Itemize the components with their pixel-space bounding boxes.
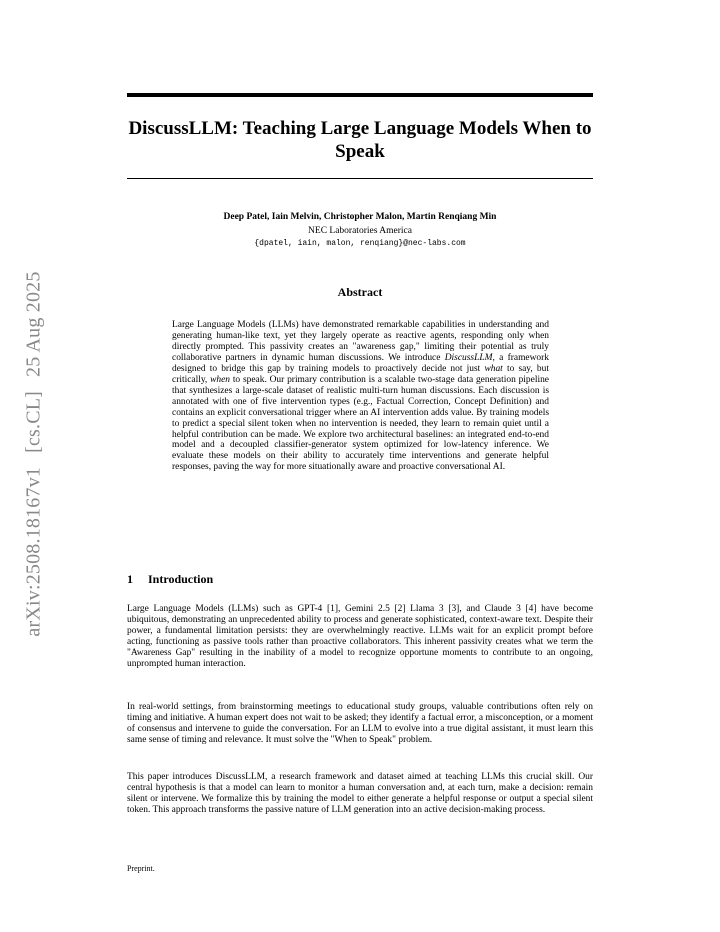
abstract-body xyxy=(172,320,549,473)
intro-paragraph-2: In real-world settings, from brainstorming meetings to educational study groups, valuable contributions often rely on timing and initiative. A human expert does not wait to be asked; they identify a factual error, a misconception, or a moment of consensus and intervene to guide the conversation. For an LLM to evolve into a true digital assistant, it must learn this same sense of timing and relevance. It must solve the "When to Speak" problem. xyxy=(127,702,593,745)
abstract-text-1: Large Language Models (LLMs) have demonstrated remarkable capabilities in understanding and generating human-like text, yet they largely operate as reactive agents, responding only when directly prompted. This passivity creates an "awareness gap," limiting their potential as truly collaborative partners in dynamic human discussions. We introduce xyxy=(172,320,549,363)
paper-title: DiscussLLM: Teaching Large Language Models When to Speak xyxy=(128,118,592,162)
arxiv-identifier-sidebar xyxy=(23,271,46,636)
abstract-emphasis-when: when xyxy=(210,374,231,385)
arxiv-date: 25 Aug 2025 xyxy=(22,271,45,377)
abstract-text-3: to say, but critically, xyxy=(172,363,549,385)
affiliation: NEC Laboratories America xyxy=(308,226,412,236)
intro-paragraph-3: This paper introduces DiscussLLM, a research framework and dataset aimed at teaching LLMs this crucial skill. Our central hypothesis is that a model can learn to monitor a human conversation and, at each turn, make a decision: remain silent or intervene. We formalize this by training the model to either generate a helpful response or output a special silent token. This approach transforms the passive nature of LLM generation into an active decision-making process. xyxy=(127,772,593,815)
abstract-emphasis-what: what xyxy=(484,363,503,374)
abstract-framework-name: DiscussLLM xyxy=(444,352,493,363)
intro-paragraph-1: Large Language Models (LLMs) such as GPT-4 [1], Gemini 2.5 [2] Llama 3 [3], and Claude 3 [4] have become ubiquitous, demonstrating an unprecedented ability to process and generate sophisticated, context-aware text. Despite their power, a fundamental limitation persists: they are overwhelmingly reactive. LLMs wait for an explicit prompt before acting, functioning as passive tools rather than proactive collaborators. This inherent passivity creates what we term the "Awareness Gap" resulting in the inability of a model to recognize opportune moments to contribute to an ongoing, unprompted human interaction. xyxy=(127,604,593,669)
author-list: Deep Patel, Iain Melvin, Christopher Malon, Martin Renqiang Min xyxy=(223,212,497,222)
author-emails: {dpatel, iain, malon, renqiang}@nec-labs.com xyxy=(254,239,466,248)
section-heading-introduction xyxy=(127,571,593,587)
section-title: Introduction xyxy=(148,572,214,586)
arxiv-id: arXiv:2508.18167v1 xyxy=(22,466,45,637)
preprint-footnote: Preprint. xyxy=(127,864,155,873)
abstract-text-2: , a framework designed to bridge this gap by training models to proactively decide not just xyxy=(172,352,549,374)
abstract-heading: Abstract xyxy=(337,285,383,299)
abstract-text-4: to speak. Our primary contribution is a scalable two-stage data generation pipeline that synthesizes a large-scale dataset of realistic multi-turn human discussions. Each discussion is annotated with one of five intervention types (e.g., Factual Correction, Concept Definition) and contains an explicit conversational trigger where an AI intervention adds value. By training models to predict a special silent token when no intervention is needed, they learn to remain quiet until a helpful contribution can be made. We explore two architectural baselines: an integrated end-to-end model and a decoupled classifier-generator system optimized for low-latency inference. We evaluate these models on their ability to accurately time interventions and generate helpful responses, paving the way for more situationally aware and proactive conversational AI. xyxy=(172,374,549,473)
arxiv-category: [cs.CL] xyxy=(22,390,45,453)
title-top-rule xyxy=(127,93,593,97)
section-number: 1 xyxy=(127,572,133,586)
title-bottom-rule xyxy=(127,178,593,179)
